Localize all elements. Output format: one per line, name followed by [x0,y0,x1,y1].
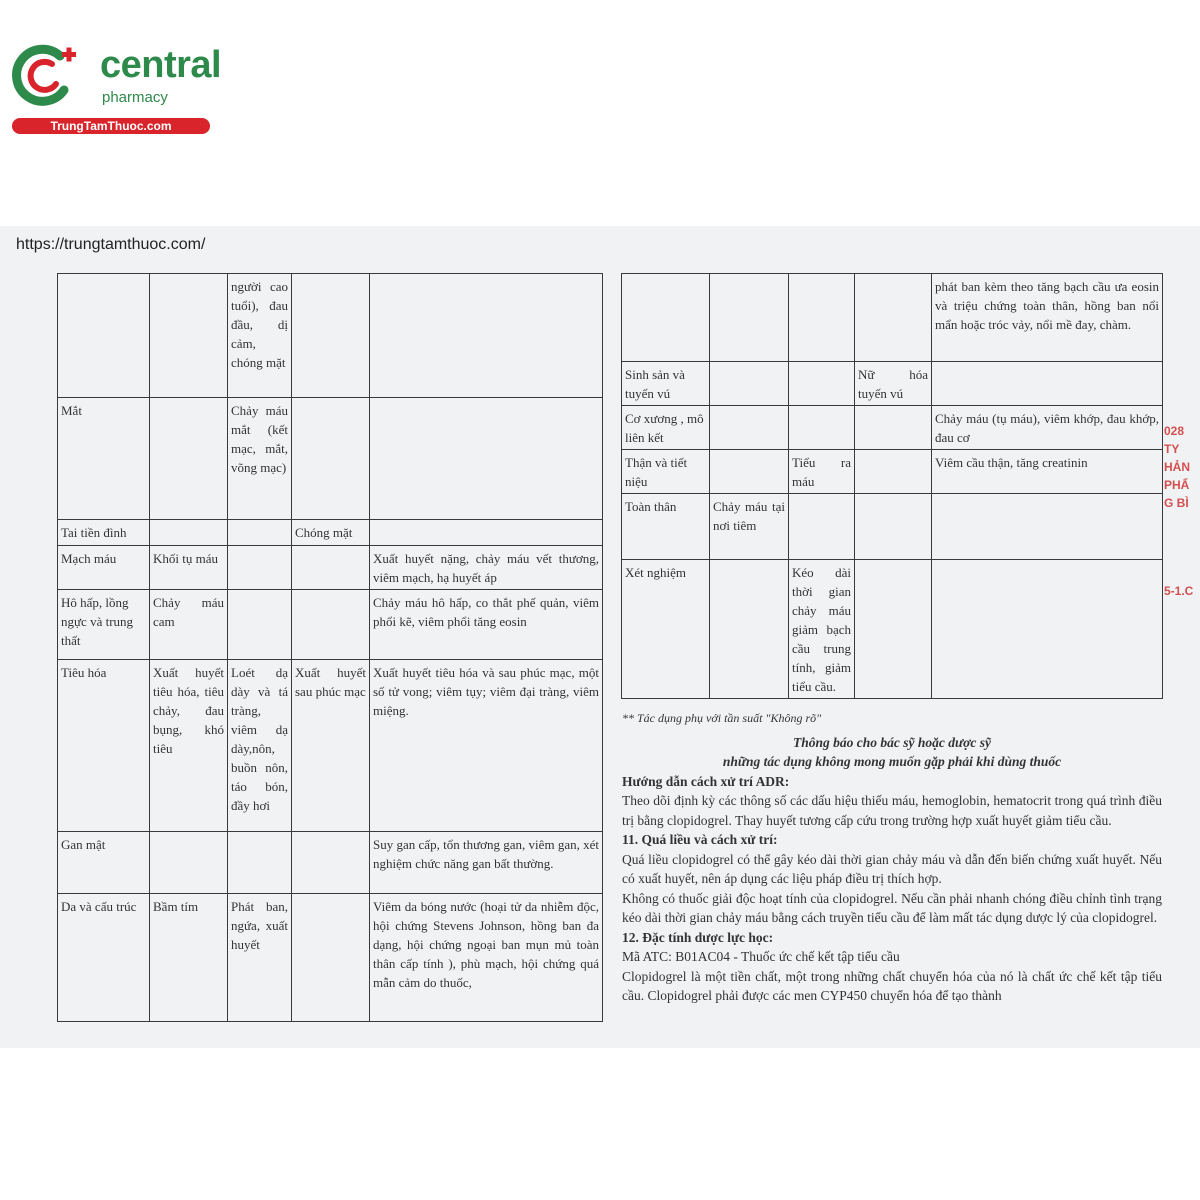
organ-class-cell: Mạch máu [58,546,150,590]
frequency-cell: phát ban kèm theo tăng bạch cầu ưa eosin và triệu chứng toàn thân, hồng ban nổi mẩn hoặc tróc vảy, nổi mề đay, chàm. [932,274,1163,362]
frequency-cell [292,894,370,1022]
stamp-line: PHẨ [1164,478,1190,492]
pharmacy-c-cross-icon [12,42,78,108]
frequency-cell [789,406,855,450]
frequency-cell [932,560,1163,699]
overdose-text-1: Quá liều clopidogrel có thể gây kéo dài thời gian chảy máu và dẫn đến biến chứng xuất huyết. Nếu có xuất huyết, nên áp dụng các liệu pháp điều trị thích hợp. [622,851,1162,886]
frequency-cell [789,274,855,362]
adverse-effects-table-left [57,273,603,1022]
frequency-cell [932,494,1163,560]
stamp-line: 028 [1164,424,1185,438]
stamp-line: TY [1164,442,1180,456]
frequency-cell: Chảy máu (tụ máu), viêm khớp, đau khớp, đau cơ [932,406,1163,450]
frequency-cell [855,560,932,699]
table-row [58,894,603,1022]
adr-heading: Hướng dẫn cách xử trí ADR: [622,773,790,789]
frequency-cell: Chảy máu mắt (kết mạc, mắt, võng mạc) [228,398,292,520]
frequency-cell [789,494,855,560]
table-row [58,590,603,660]
frequency-cell: Kéo dài thời gian chảy máu giảm bạch cầu trung tính, giảm tiểu cầu. [789,560,855,699]
organ-class-cell: Gan mật [58,832,150,894]
frequency-cell [228,590,292,660]
frequency-cell [710,362,789,406]
frequency-cell: Chảy máu tại nơi tiêm [710,494,789,560]
frequency-cell: Xuất huyết tiêu hóa, tiêu chảy, đau bụng, khó tiêu [150,660,228,832]
table-row [622,274,1163,362]
pharmacodynamics-text: Clopidogrel là một tiền chất, một trong những chất chuyển hóa của nó là chất ức chế kết tập tiểu cầu. Clopidogrel phải được các men CYP450 chuyển hóa để tạo thành [622,968,1162,1003]
table-row [58,274,603,398]
frequency-cell: Nữ hóa tuyến vú [855,362,932,406]
source-url: https://trungtamthuoc.com/ [16,236,206,253]
stamp-line: 5-1.C [1164,584,1194,598]
organ-class-cell: Toàn thân [622,494,710,560]
frequency-cell [150,274,228,398]
organ-class-cell: Sinh sản và tuyến vú [622,362,710,406]
organ-class-cell: Mắt [58,398,150,520]
adverse-effects-table-right [621,273,1163,699]
table-row [58,398,603,520]
frequency-cell [292,398,370,520]
pharmacodynamics-heading: 12. Đặc tính dược lực học: [622,929,774,945]
table-row [622,406,1163,450]
table-row [622,450,1163,494]
frequency-cell [150,520,228,546]
frequency-cell [292,832,370,894]
frequency-cell [710,406,789,450]
notice-line-1: Thông báo cho bác sỹ hoặc dược sỹ [793,734,991,750]
frequency-cell [710,450,789,494]
organ-class-cell [622,274,710,362]
frequency-cell [710,274,789,362]
frequency-footnote: ** Tác dụng phụ với tần suất "Không rõ" [622,711,822,725]
logo-site-banner: TrungTamThuoc.com [12,118,210,134]
central-pharmacy-logo [12,36,222,136]
frequency-cell [710,560,789,699]
frequency-cell [932,362,1163,406]
frequency-cell: Viêm da bóng nước (hoại tử da nhiễm độc, hội chứng Stevens Johnson, hồng ban đa dạng, hội chứng ngoại ban mụn mủ toàn thân cấp tính ), phù mạch, hội chứng quá mẫn cảm do thuốc, [370,894,603,1022]
frequency-cell: Chóng mặt [292,520,370,546]
frequency-cell [228,832,292,894]
frequency-cell: Phát ban, ngứa, xuất huyết [228,894,292,1022]
frequency-cell [789,362,855,406]
frequency-cell: Xuất huyết sau phúc mạc [292,660,370,832]
atc-code-line: Mã ATC: B01AC04 - Thuốc ức chế kết tập tiểu cầu [622,949,900,964]
frequency-cell: Chảy máu cam [150,590,228,660]
overdose-text-2: Không có thuốc giải độc hoạt tính của clopidogrel. Nếu cần phải nhanh chóng điều chỉnh tình trạng kéo dài thời gian chảy máu bằng cách truyền tiểu cầu để làm mất tác dụng dược lý của clopidogrel. [622,890,1162,925]
organ-class-cell: Hô hấp, lồng ngực và trung thất [58,590,150,660]
frequency-cell: Chảy máu hô hấp, co thắt phế quản, viêm phổi kẽ, viêm phổi tăng eosin [370,590,603,660]
frequency-cell [150,398,228,520]
organ-class-cell: Cơ xương , mô liên kết [622,406,710,450]
table-row [58,660,603,832]
frequency-cell [855,450,932,494]
logo-name: central [100,44,222,86]
frequency-cell: Loét dạ dày và tá tràng, viêm dạ dày,nôn, buồn nôn, táo bón, đầy hơi [228,660,292,832]
organ-class-cell [58,274,150,398]
frequency-cell [855,406,932,450]
table-row [622,560,1163,699]
organ-class-cell: Da và cấu trúc [58,894,150,1022]
frequency-cell: Bầm tím [150,894,228,1022]
logo-subtitle: pharmacy [102,89,168,106]
frequency-cell: người cao tuổi), đau đầu, dị cảm, chóng mặt [228,274,292,398]
frequency-cell: Khối tụ máu [150,546,228,590]
stamp-line: G BÌ [1164,496,1189,510]
organ-class-cell: Tiêu hóa [58,660,150,832]
frequency-cell [855,274,932,362]
frequency-cell [370,274,603,398]
frequency-cell [292,274,370,398]
organ-class-cell: Xét nghiệm [622,560,710,699]
frequency-cell [292,590,370,660]
adr-text: Theo dõi định kỳ các thông số các dấu hiệu thiếu máu, hemoglobin, hematocrit trong quá trình điều trị bằng clopidogrel. Thay huyết tương cấp cứu trong trường hợp xuất huyết giảm tiểu cầu. [622,793,1162,828]
frequency-cell [370,398,603,520]
frequency-cell: Xuất huyết nặng, chảy máu vết thương, viêm mạch, hạ huyết áp [370,546,603,590]
overdose-heading: 11. Quá liều và cách xử trí: [622,832,778,847]
frequency-cell [150,832,228,894]
red-seal-stamp-fragment [1164,422,1200,632]
scanned-leaflet-page [0,226,1200,1048]
notice-line-2: những tác dụng không mong muốn gặp phải khi dùng thuốc [722,754,1062,769]
table-row [58,546,603,590]
frequency-cell [292,546,370,590]
frequency-cell: Xuất huyết tiêu hóa và sau phúc mạc, một số tử vong; viêm tụy; viêm đại tràng, viêm miệng. [370,660,603,832]
frequency-cell: Viêm cầu thận, tăng creatinin [932,450,1163,494]
stamp-line: HẢN [1164,460,1190,474]
frequency-cell [370,520,603,546]
frequency-cell: Tiểu ra máu [789,450,855,494]
frequency-cell [855,494,932,560]
table-row [622,494,1163,560]
table-row [58,520,603,546]
organ-class-cell: Thận và tiết niệu [622,450,710,494]
frequency-cell [228,546,292,590]
leaflet-notes [622,709,1162,1006]
table-row [58,832,603,894]
frequency-cell: Suy gan cấp, tổn thương gan, viêm gan, xét nghiệm chức năng gan bất thường. [370,832,603,894]
frequency-cell [228,520,292,546]
organ-class-cell: Tai tiền đình [58,520,150,546]
table-row [622,362,1163,406]
